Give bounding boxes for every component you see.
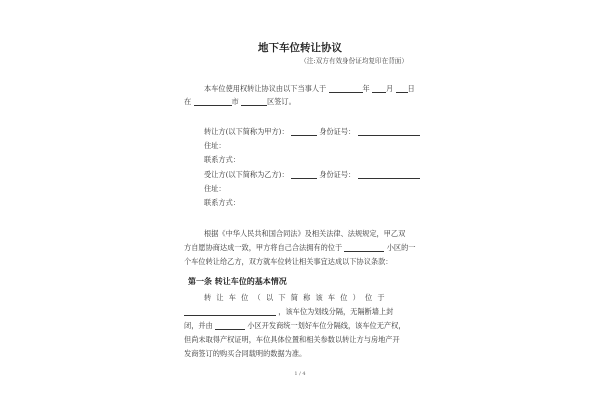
intro-line-2: [184, 97, 296, 106]
section1-line-5: 发商签订的购买合同载明的数据为准。: [184, 349, 307, 358]
party-b-contact: 联系方式：: [204, 198, 240, 207]
para1-line-3: 个车位转让给乙方，双方就车位转让相关事宜达成以下协议条款：: [184, 257, 393, 266]
year-blank: [329, 85, 363, 93]
party-b-label: 受让方(以下简称为乙方)：: [204, 170, 289, 179]
party-a-address: 住址：: [204, 141, 226, 150]
section1-line-3: [184, 321, 406, 330]
community-blank-2: [215, 322, 245, 330]
para1-line-2: [184, 243, 416, 252]
day-blank: [396, 85, 408, 93]
community-blank: [344, 244, 384, 252]
party-a-id-label: 身份证号：: [319, 127, 356, 136]
section-1-title: 第一条 转让车位的基本情况: [188, 276, 287, 286]
location-blank: [184, 308, 276, 316]
party-a-line: [204, 127, 420, 136]
id-copy-note: （注:双方有效身份证均复印在背面）: [300, 57, 408, 65]
party-b-id-blank: [358, 171, 420, 179]
month-label: 月: [386, 84, 394, 93]
party-b-line: [204, 170, 420, 179]
section1-text-3b: 小区开发商统一划好车位分隔线，该车位无产权，: [247, 321, 406, 330]
party-a-name-blank: [291, 128, 317, 136]
district-label: 区签订。: [267, 97, 296, 106]
intro-text: 本车位使用权转让协议由以下当事人于: [204, 84, 327, 93]
para1-text: 方自愿协商达成一致，甲方将自己合法拥有的位于: [184, 243, 343, 252]
section1-text-3a: 闭，并由: [184, 321, 213, 330]
document-page: [150, 0, 450, 400]
party-a-id-blank: [358, 128, 420, 136]
year-label: 年: [362, 84, 370, 93]
section1-line-2: [184, 307, 393, 316]
intro-line-1: [204, 84, 415, 93]
month-blank: [372, 85, 386, 93]
page-number: 1 / 4: [294, 371, 306, 377]
party-b-id-label: 身份证号：: [319, 170, 356, 179]
party-b-address: 住址：: [204, 184, 226, 193]
party-a-contact: 联系方式：: [204, 155, 240, 164]
party-a-label: 转让方(以下简称为甲方)：: [204, 127, 289, 136]
intro-place-label: 在: [184, 97, 192, 106]
section1-line-1: [204, 293, 390, 302]
section1-line-4: 但尚未取得产权证明，车位具体位置和相关参数以转让方与房地产开: [184, 335, 400, 344]
section1-text-2: ，该车位为划线分隔，无隔断墙上封: [278, 307, 394, 316]
city-blank: [194, 98, 232, 106]
section1-text: 转让车位（以下简称该车位）位于: [204, 293, 390, 302]
para1-line-1: 根据《中华人民共和国合同法》及相关法律、法规规定，甲乙双: [204, 229, 406, 238]
para1-text-end: 小区的一: [386, 243, 416, 252]
district-blank: [241, 98, 267, 106]
document-title: 地下车位转让协议: [258, 42, 342, 54]
day-label: 日: [407, 84, 415, 93]
city-label: 市: [231, 97, 239, 106]
party-b-name-blank: [291, 171, 317, 179]
